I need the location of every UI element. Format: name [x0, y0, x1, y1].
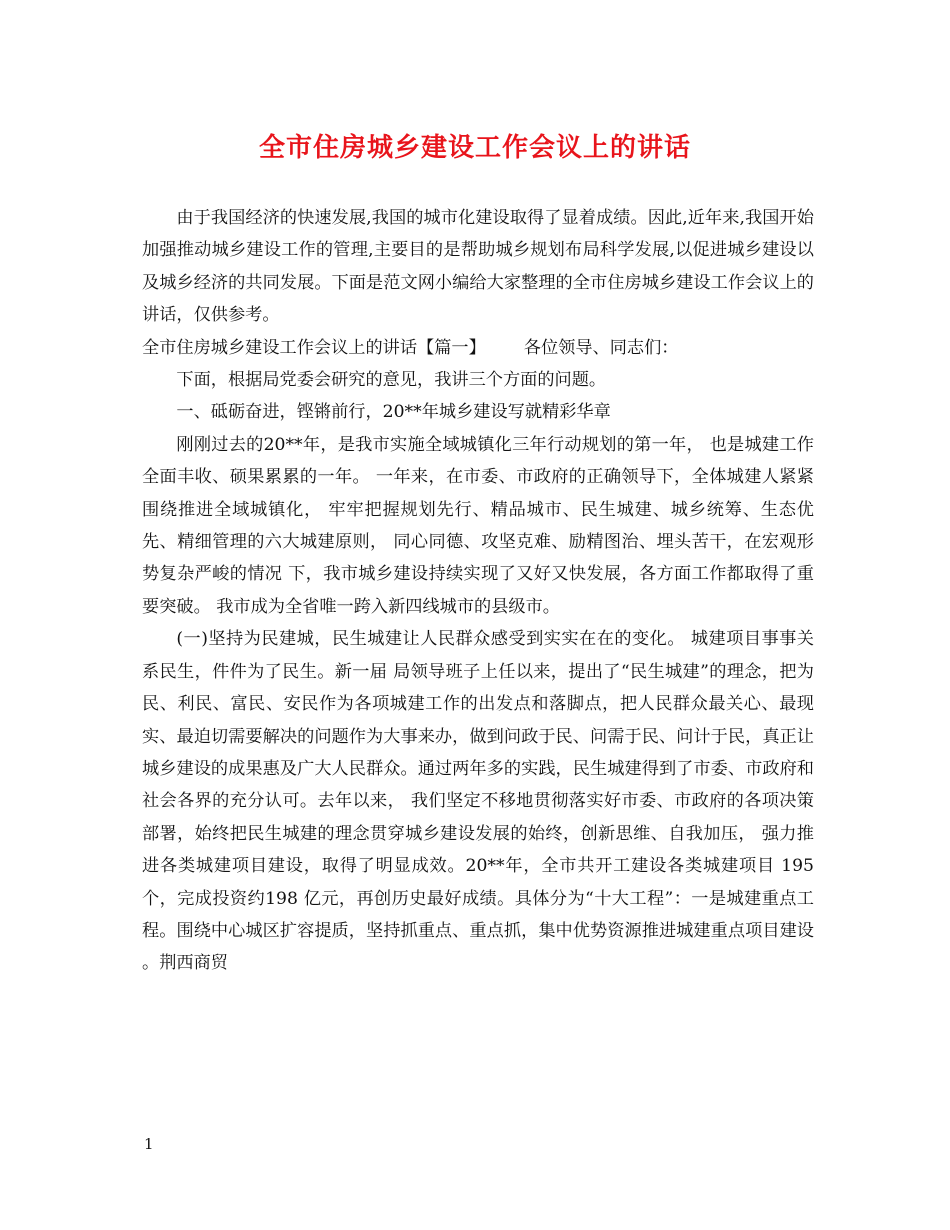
document-body [142, 202, 814, 980]
intro-paragraph: 由于我国经济的快速发展,我国的城市化建设取得了显着成绩。因此,近年来,我国开始加强推动城乡建设工作的管理,主要目的是帮助城乡规划布局科学发展,以促进城乡建设以及城乡经济的共同发展。下面是范文网小编给大家整理的全市住房城乡建设工作会议上的讲话，仅供参考。 [142, 208, 814, 326]
heading-spacer [486, 332, 524, 364]
paragraph-3: 刚刚过去的20**年，是我市实施全域城镇化三年行动规划的第一年， 也是城建工作全面丰收、硕果累累的一年。 一年来，在市委、市政府的正确领导下，全体城建人紧紧围绕推进全域城镇化， 牢牢把握规划先行、精品城市、民生城建、城乡统筹、生态优先、精细管理的六大城建原则， 同心同德、攻坚克难、励精图治、埋头苦干，在宏观形势复杂严峻的情况 下，我市城乡建设持续实现了又好又快发展，各方面工作都取得了重要突破。 我市成为全省唯一跨入新四线城市的县级市。 [142, 434, 814, 617]
paragraph-2: 一、砥砺奋进，铿锵前行，20**年城乡建设写就精彩华章 [176, 402, 611, 423]
section-heading-line [142, 332, 814, 364]
salutation: 各位领导、同志们： [523, 337, 679, 358]
section-label: 全市住房城乡建设工作会议上的讲话【篇一】 [142, 337, 486, 358]
page-number: 1 [144, 1135, 154, 1153]
paragraph-4: (一)坚持为民建城，民生城建让人民群众感受到实实在在的变化。 城建项目事事关系民生，件件为了民生。新一届 局领导班子上任以来，提出了“民生城建”的理念，把为民、利民、富民、安民作为各项城建工作的出发点和落脚点，把人民群众最关心、最现实、最迫切需要解决的问题作为大事来办，做到问政于民、问需于民、问计于民，真正让城乡建设的成果惠及广大人民群众。通过两年多的实践，民生城建得到了市委、市政府和社会各界的充分认可。去年以来， 我们坚定不移地贯彻落实好市委、市政府的各项决策部署，始终把民生城建的理念贯穿城乡建设发展的始终，创新思维、自我加压， 强力推进各类城建项目建设，取得了明显成效。20**年，全市共开工建设各类城建项目 195 个，完成投资约198 亿元，再创历史最好成绩。具体分为“十大工程”：一是城建重点工程。围绕中心城区扩容提质，坚持抓重点、重点抓，集中优势资源推进城建重点项目建设 。荆西商贸 [142, 629, 814, 974]
paragraph-1: 下面，根据局党委会研究的意见，我讲三个方面的问题。 [176, 370, 607, 391]
document-title: 全市住房城乡建设工作会议上的讲话 [258, 133, 691, 163]
